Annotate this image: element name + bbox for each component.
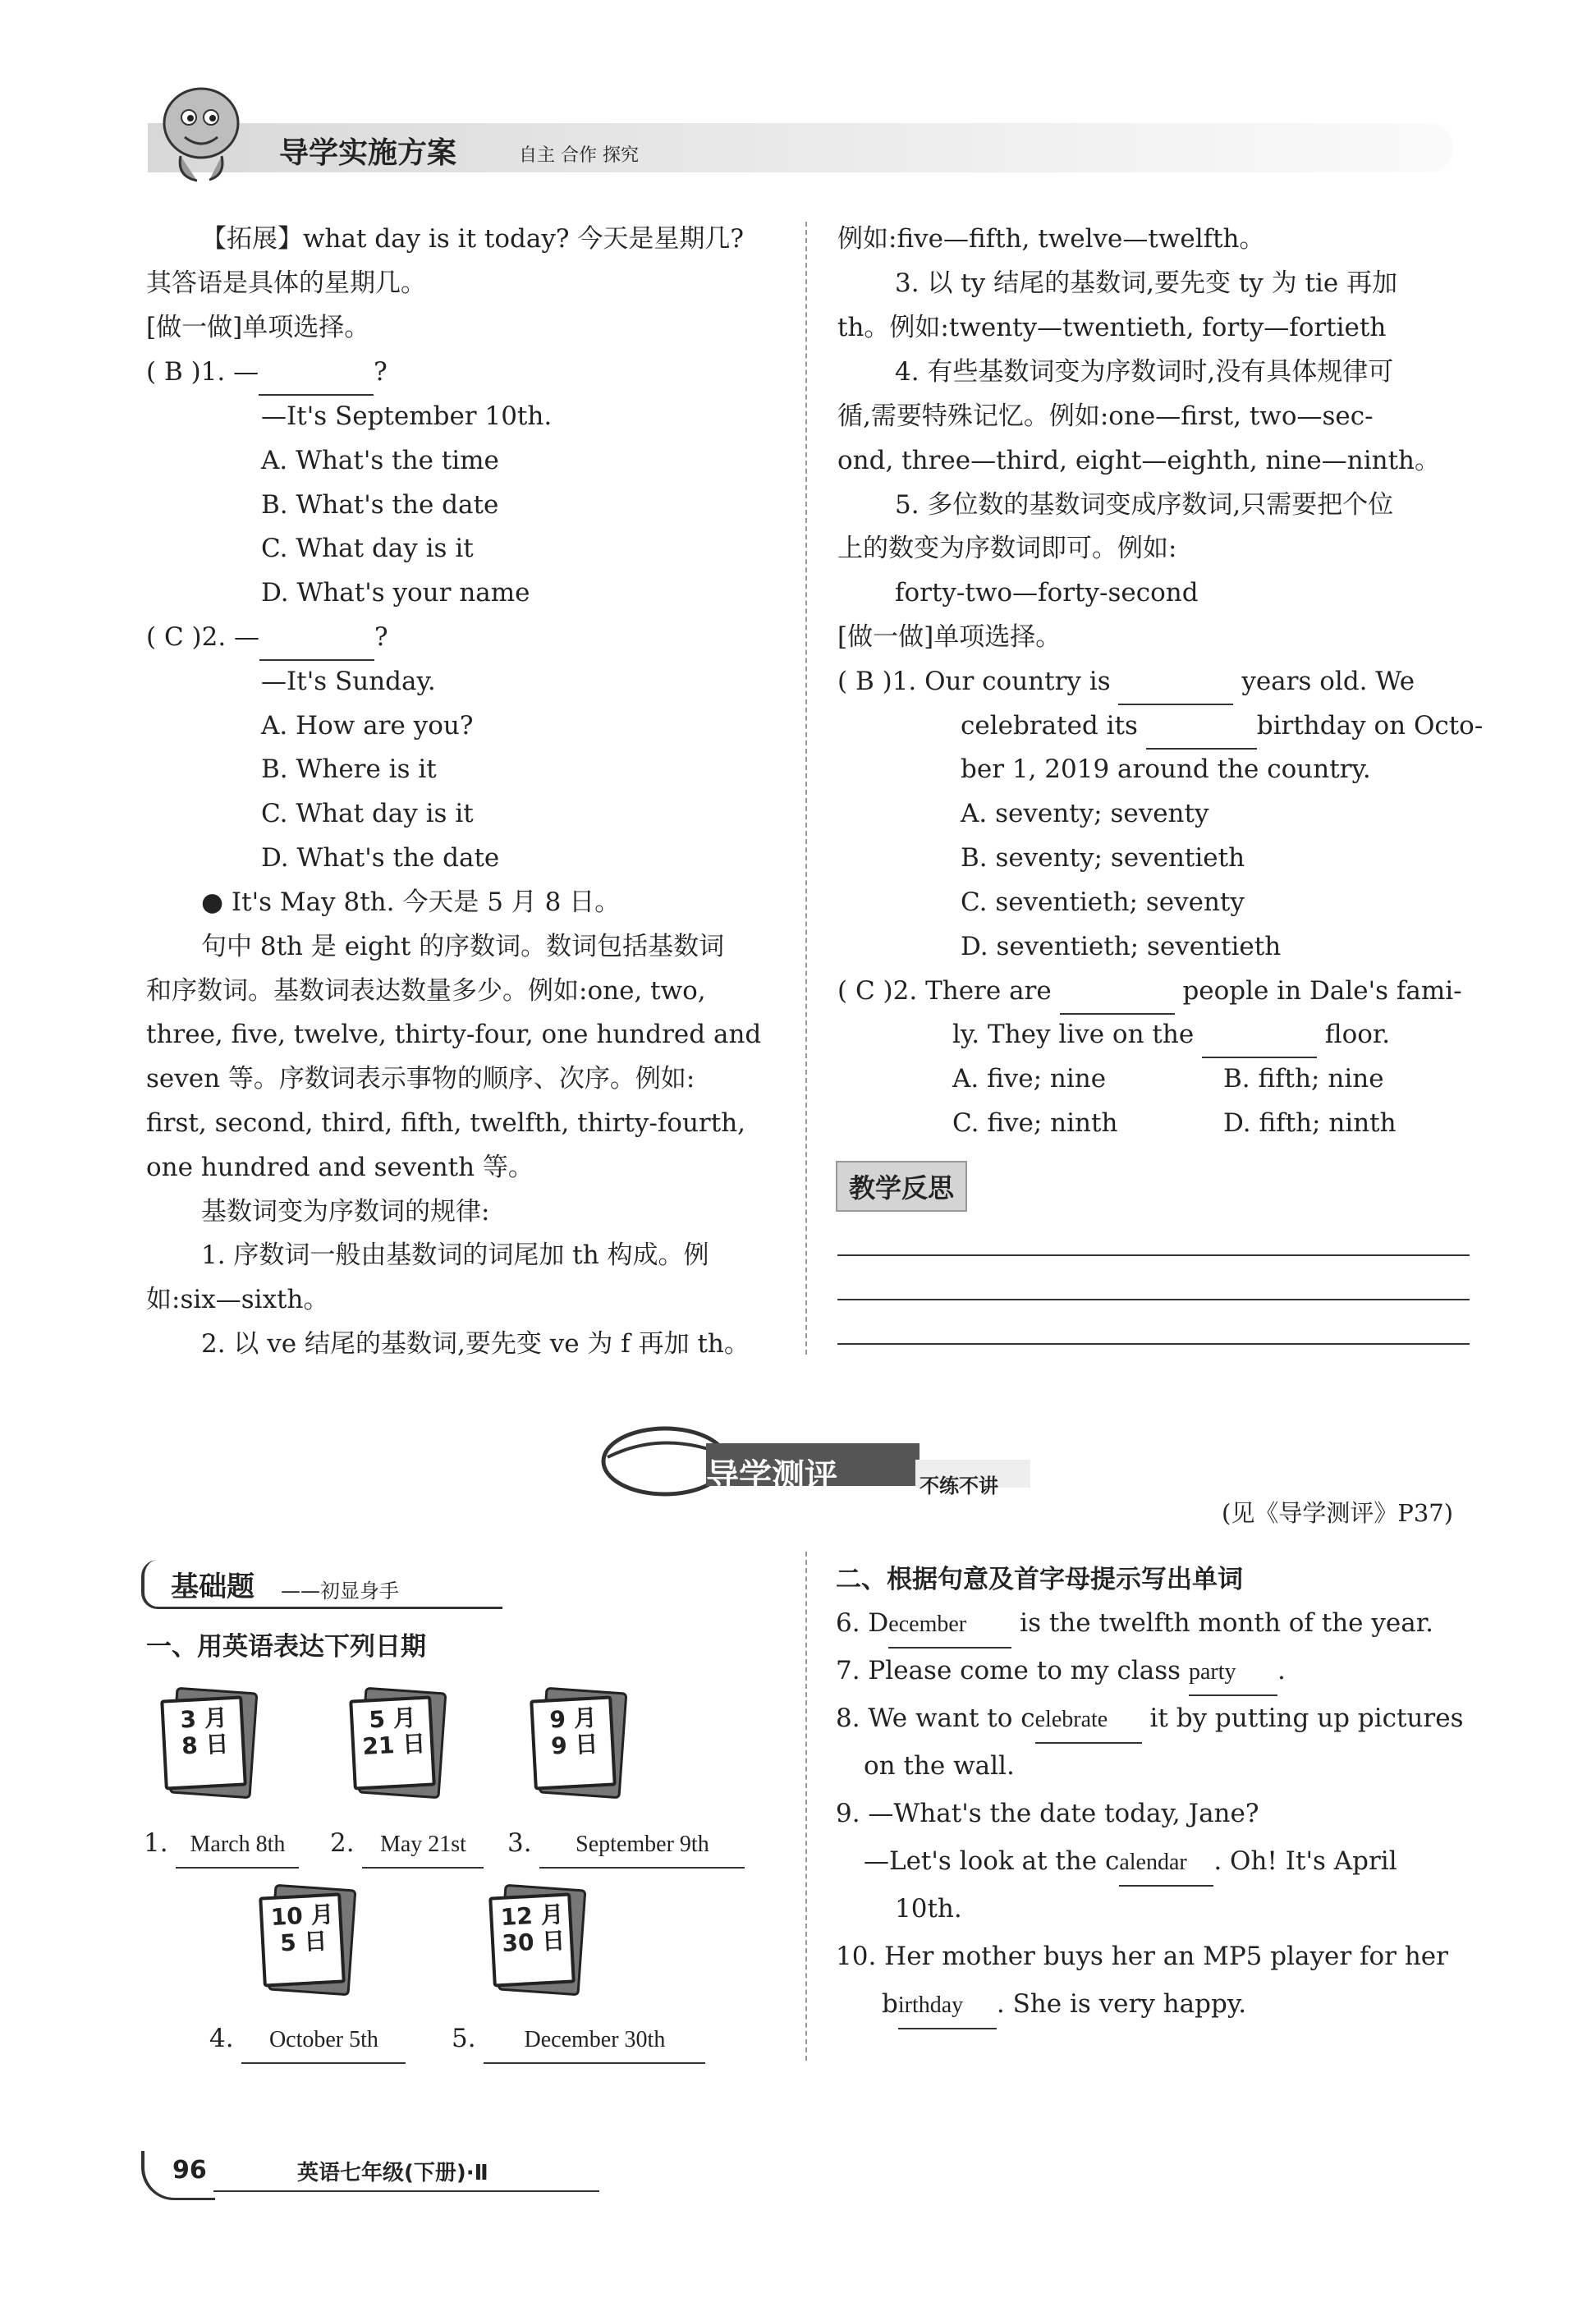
question-10-line-2: birthday . She is very happy. [882,1982,1246,2029]
question-1-line-3: ber 1, 2019 around the country. [961,754,1371,784]
date-answer-5: 5. December 30th [452,2016,705,2064]
option-b: B. seventy; seventieth [961,843,1245,873]
test-reference: (见《导学测评》P37) [1222,1499,1454,1527]
para-line: 和序数词。基数词表达数量多少。例如:one, two, [146,976,706,1006]
answer-blank[interactable]: alendar [1119,1841,1213,1887]
part1-title: 一、用英语表达下列日期 [146,1632,426,1662]
para-line: seven 等。序数词表示事物的顺序、次序。例如: [146,1064,695,1094]
date-answer-2: 2. May 21st [330,1821,484,1869]
reply-2-left: —It's Sunday. [261,667,436,696]
option-c: C. What day is it [261,534,474,563]
footer-rule [213,2190,599,2192]
para-line: th。例如:twenty—twentieth, forty—fortieth [837,313,1387,342]
question-1-line-2: celebrated its birthday on Octo- [961,704,1483,750]
part2-title: 二、根据句意及首字母提示写出单词 [836,1565,1243,1594]
reflection-line[interactable] [837,1343,1470,1345]
question-1-right: ( B )1. Our country is years old. We [837,659,1415,705]
reflection-line[interactable] [837,1254,1470,1256]
question-2-line-2: ly. They live on the floor. [952,1012,1390,1058]
answer-blank[interactable]: irthday [898,1983,997,2029]
question-9-line-3: 10th. [895,1894,962,1924]
para-line: ● It's May 8th. 今天是 5 月 8 日。 [201,887,621,917]
para-line: 5. 多位数的基数词变成序数词,只需要把个位 [895,490,1394,520]
option-a: A. seventy; seventy [961,799,1209,828]
calendar-icon: 5 月 21 日 [337,1683,443,1806]
para-line: 1. 序数词一般由基数词的词尾加 th 构成。例 [201,1240,709,1270]
para-line: ond, three—third, eight—eighth, nine—ninth。 [837,446,1441,475]
option-b: B. What's the date [261,490,499,520]
answer-blank[interactable] [1146,704,1257,750]
para-line: 句中 8th 是 eight 的序数词。数词包括基数词 [201,932,725,961]
question-2-left: ( C )2. — ? [146,615,388,661]
mascot-icon [152,78,250,185]
question-6: 6. December is the twelfth month of the year. [836,1601,1433,1649]
answer-mark: ( B )1. [837,667,917,696]
option-a: A. What's the time [261,446,499,475]
question-10: 10. Her mother buys her an MP5 player for her [836,1942,1448,1971]
option-a: A. five; nine [952,1064,1107,1094]
basic-subtitle: ——初显身手 [281,1580,399,1603]
footer-book: 英语七年级(下册)·Ⅱ [297,2161,488,2185]
answer-mark: ( C )2. [837,976,918,1006]
answer-blank[interactable]: elebrate [1035,1698,1142,1744]
column-divider [805,1552,807,2061]
para-line: three, five, twelve, thirty-four, one hundred and [146,1020,762,1049]
reflection-label: 教学反思 [836,1161,967,1212]
expand-line-2: 其答语是具体的星期几。 [146,268,426,298]
option-c: C. five; ninth [952,1108,1118,1138]
column-divider [805,222,807,1355]
para-line: first, second, third, fifth, twelfth, thirty-fourth, [146,1108,746,1138]
calendar-icon: 12 月 30 日 [476,1880,583,2003]
date-answer-1: 1. March 8th [144,1821,299,1869]
test-banner-slogan: 不练不讲 [920,1474,998,1497]
reflection-line[interactable] [837,1299,1470,1300]
para-line: 上的数变为序数词即可。例如: [837,534,1177,563]
calendar-icon: 3 月 8 日 [148,1683,255,1806]
question-9-line-2: —Let's look at the calendar . Oh! It's April [864,1839,1397,1887]
answer-blank[interactable]: ecember [888,1603,1011,1649]
reply-1-left: —It's September 10th. [261,401,553,431]
basic-title: 基础题 [171,1571,255,1603]
calendar-icon: 10 月 5 日 [246,1880,353,2003]
question-9: 9. —What's the date today, Jane? [836,1799,1259,1828]
question-2-right: ( C )2. There are people in Dale's fami- [837,969,1462,1015]
option-c: C. seventieth; seventy [961,887,1245,917]
para-line: 4. 有些基数词变为序数词时,没有具体规律可 [895,357,1394,387]
para-line: 3. 以 ty 结尾的基数词,要先变 ty 为 tie 再加 [895,268,1398,298]
date-answer-3: 3. September 9th [507,1821,745,1869]
option-b: B. fifth; nine [1223,1064,1384,1094]
option-d: D. seventieth; seventieth [961,932,1282,961]
para-line: 例如:five—fifth, twelve—twelfth。 [837,224,1265,254]
answer-blank[interactable]: October 5th [241,2018,406,2064]
option-d: D. What's the date [261,843,500,873]
para-line: 如:six—sixth。 [146,1285,329,1314]
expand-line-1: 【拓展】what day is it today? 今天是星期几? [201,224,744,254]
answer-blank[interactable]: December 30th [484,2018,705,2064]
answer-mark: ( C )2. — [146,622,260,652]
date-answer-4: 4. October 5th [209,2016,406,2064]
para-line: 基数词变为序数词的规律: [201,1197,490,1227]
answer-blank[interactable]: May 21st [362,1823,484,1869]
answer-blank[interactable] [1118,659,1233,705]
answer-blank[interactable]: party [1189,1650,1277,1696]
answer-blank[interactable] [259,350,374,396]
answer-blank[interactable]: March 8th [176,1823,299,1869]
answer-blank[interactable]: September 9th [539,1823,745,1869]
test-banner-title: 导学测评 [706,1457,837,1495]
header-tags: 自主 合作 探究 [519,145,639,166]
option-d: D. What's your name [261,578,530,608]
calendar-icon: 9 月 9 日 [517,1683,624,1806]
para-line: 2. 以 ve 结尾的基数词,要先变 ve 为 f 再加 th。 [201,1329,750,1359]
answer-blank[interactable] [259,615,374,661]
header-title: 导学实施方案 [279,136,457,170]
question-1-left: ( B )1. — ? [146,350,388,396]
answer-mark: ( B )1. — [146,357,259,387]
para-line: one hundred and seventh 等。 [146,1153,534,1182]
option-c: C. What day is it [261,799,474,828]
option-d: D. fifth; ninth [1223,1108,1396,1138]
para-line: 循,需要特殊记忆。例如:one—first, two—sec- [837,401,1374,431]
option-a: A. How are you? [261,711,474,741]
page-number: 96 [172,2156,207,2185]
para-line: forty-two—forty-second [895,578,1199,608]
question-8: 8. We want to celebrate it by putting up pictures [836,1696,1464,1744]
practice-title-left: [做一做]单项选择。 [146,313,370,342]
answer-blank[interactable] [1060,969,1175,1015]
option-b: B. Where is it [261,754,437,784]
answer-blank[interactable] [1202,1012,1317,1058]
question-8-line-2: on the wall. [864,1751,1015,1781]
practice-title-right: [做一做]单项选择。 [837,622,1062,652]
question-7: 7. Please come to my class party . [836,1649,1286,1696]
